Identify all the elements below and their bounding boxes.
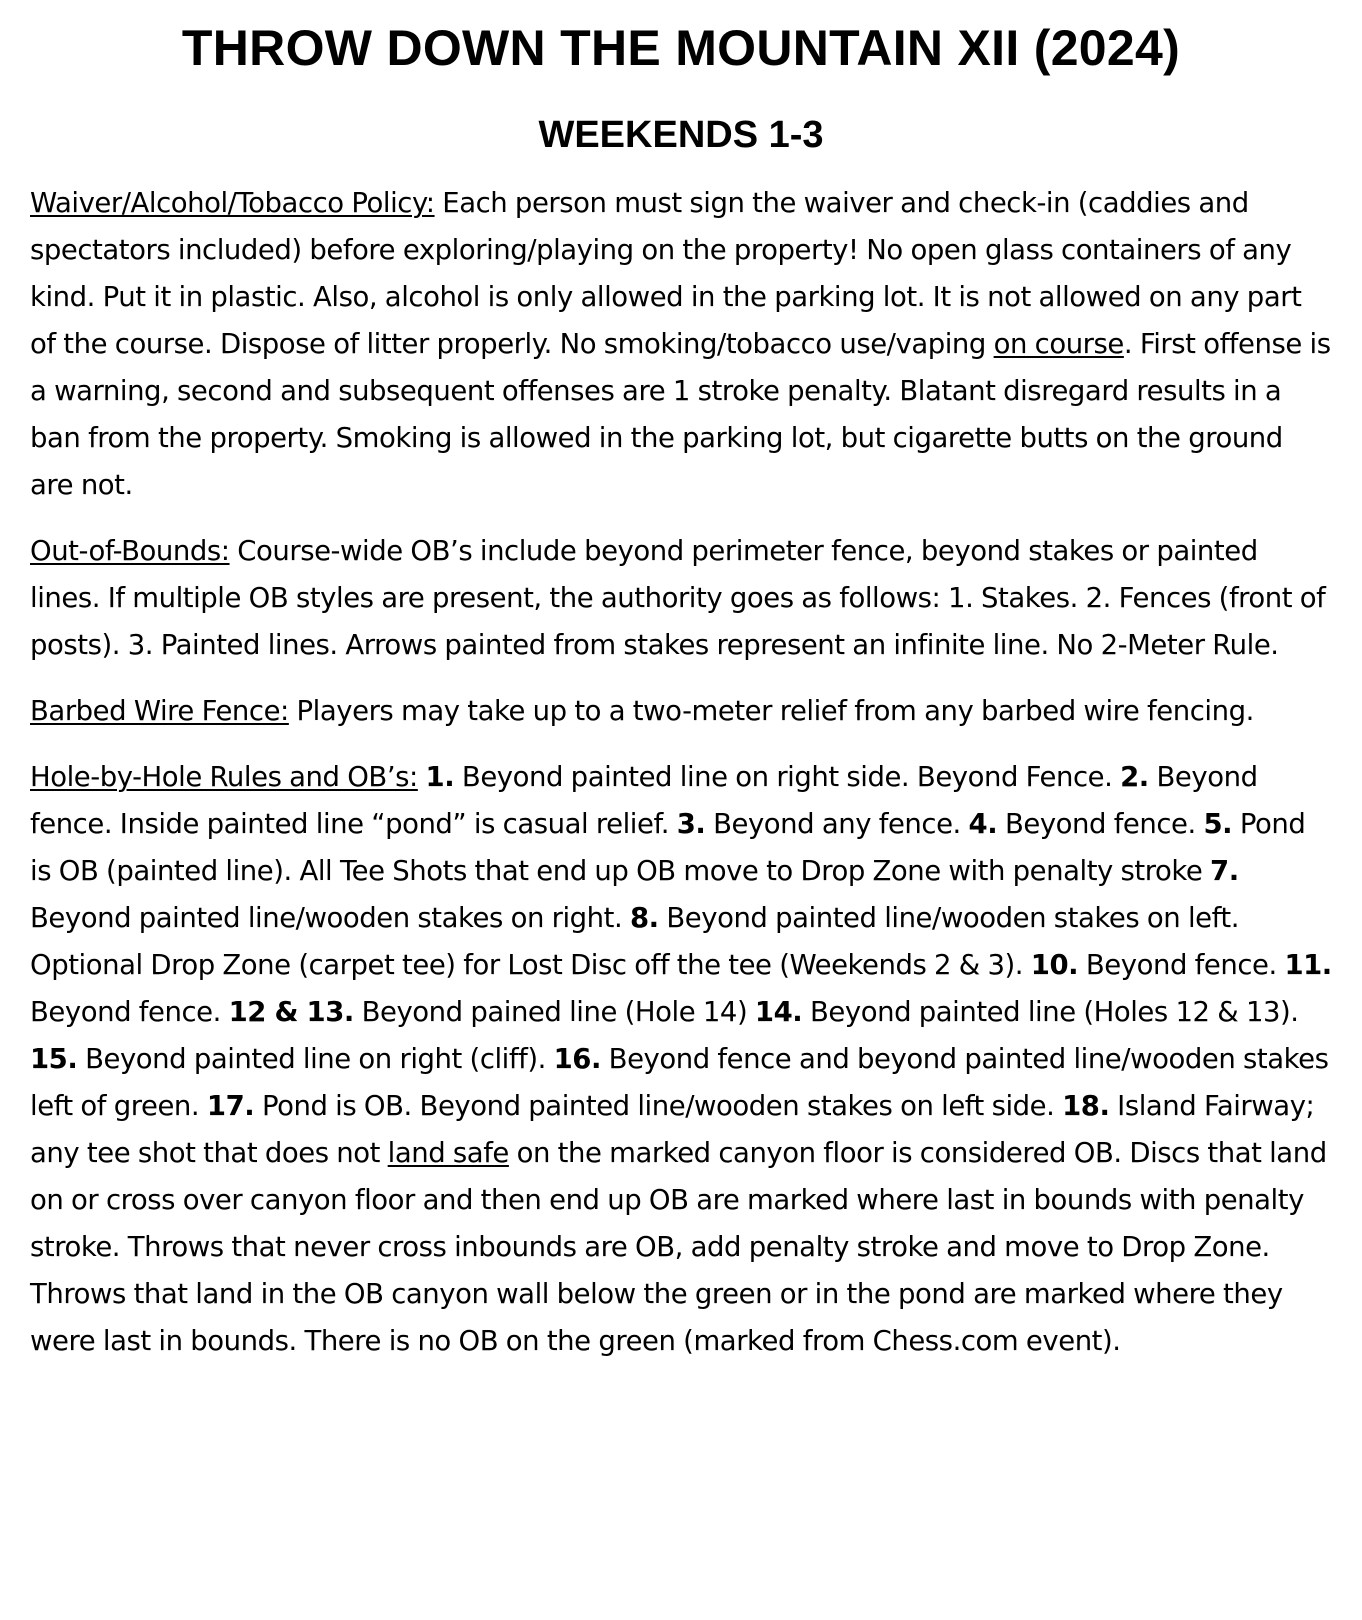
hole-rules-heading: Hole-by-Hole Rules and OB’s: xyxy=(30,761,418,793)
hole-number: 16. xyxy=(553,1043,601,1075)
hole-rule-text: Beyond fence. xyxy=(1004,808,1204,840)
hole-number: 11. xyxy=(1284,949,1332,981)
waiver-policy-paragraph xyxy=(30,180,1332,509)
hole-number: 3. xyxy=(676,808,706,840)
hole-number: 8. xyxy=(629,902,659,934)
out-of-bounds-text: Course-wide OB’s include beyond perimeter fence, beyond stakes or painted lines. If multiple OB styles are present, the authority goes as follows: 1. Stakes. 2. Fences (front of posts). 3. Painted lines. Arrows painted from stakes represent an infinite line. No 2-Meter Rule. xyxy=(30,535,1326,661)
hole-rule-text: Beyond painted line on right (cliff). xyxy=(85,1043,554,1075)
on-course-emphasis: on course xyxy=(993,328,1124,360)
hole-number: 5. xyxy=(1203,808,1233,840)
barbed-wire-heading: Barbed Wire Fence: xyxy=(30,695,289,727)
out-of-bounds-paragraph xyxy=(30,528,1332,669)
out-of-bounds-heading: Out-of-Bounds: xyxy=(30,535,230,567)
hole-number: 15. xyxy=(30,1043,78,1075)
hole-number: 7. xyxy=(1210,855,1239,887)
document-subtitle: WEEKENDS 1-3 xyxy=(538,114,824,156)
hole-18-rule-text: on the marked canyon floor is considered OB. Discs that land on or cross over canyon floor and then end up OB are marked where last in bounds with penalty stroke. Throws that never cross inbounds are OB, add penalty stroke and move to Drop Zone. Throws that land in the OB canyon wall below the green or in the pond are marked where they were last in bounds. There is no OB on the green (marked from Chess.com event). xyxy=(30,1137,1327,1357)
hole-rule-text: Beyond fence and beyond painted line/wooden stakes left of green. xyxy=(30,1043,1329,1122)
hole-rule-text: Beyond painted line on right side. Beyond Fence. xyxy=(461,761,1121,793)
hole-rule-text: Pond is OB. Beyond painted line/wooden stakes on left side. xyxy=(261,1090,1063,1122)
hole-rule-text: Beyond painted line/wooden stakes on right. xyxy=(30,902,630,934)
waiver-policy-heading: Waiver/Alcohol/Tobacco Policy: xyxy=(30,187,435,219)
hole-rule-text: Island Fairway; any tee shot that does not xyxy=(30,1090,1315,1169)
hole-number: 10. xyxy=(1030,949,1079,981)
hole-rule-text: Beyond painted line/wooden stakes on left. Optional Drop Zone (carpet tee) for Lost Disc off the tee (Weekends 2 & 3). xyxy=(30,902,1239,981)
land-safe-emphasis: land safe xyxy=(387,1137,509,1169)
hole-rule-text: Beyond fence. xyxy=(30,996,229,1028)
hole-number: 4. xyxy=(968,808,998,840)
hole-number: 2. xyxy=(1120,761,1149,793)
hole-number: 14. xyxy=(754,996,803,1028)
hole-rule-text: Beyond any fence. xyxy=(713,808,969,840)
document-title: THROW DOWN THE MOUNTAIN XII (2024) xyxy=(181,20,1181,76)
hole-rule-text: Beyond painted line (Holes 12 & 13). xyxy=(810,996,1299,1028)
hole-number: 12 & 13. xyxy=(228,996,354,1028)
barbed-wire-text: Players may take up to a two-meter relief from any barbed wire fencing. xyxy=(288,695,1254,727)
hole-rule-text: Beyond pained line (Hole 14) xyxy=(361,996,755,1028)
barbed-wire-paragraph xyxy=(30,688,1332,735)
hole-number: 18. xyxy=(1062,1090,1110,1122)
hole-rules-paragraph xyxy=(30,754,1332,1365)
hole-number: 1. xyxy=(425,761,455,793)
waiver-policy-text-2: . First offense is a warning, second and subsequent offenses are 1 stroke penalty. Blatant disregard results in a ban from the property. Smoking is allowed in the parking lot, but cigarette butts on the ground are not. xyxy=(30,328,1331,501)
hole-rule-text: Beyond fence. xyxy=(1085,949,1285,981)
hole-number: 17. xyxy=(206,1090,255,1122)
waiver-policy-text-1: Each person must sign the waiver and check-in (caddies and spectators included) before exploring/playing on the property! No open glass containers of any kind. Put it in plastic. Also, alcohol is only allowed in the parking lot. It is not allowed on any part of the course. Dispose of litter properly. No smoking/tobacco use/vaping xyxy=(30,187,1302,360)
hole-rule-text: Beyond fence. Inside painted line “pond” is casual relief. xyxy=(30,761,1258,840)
hole-rule-text: Pond is OB (painted line). All Tee Shots that end up OB move to Drop Zone with penalty stroke xyxy=(30,808,1306,887)
